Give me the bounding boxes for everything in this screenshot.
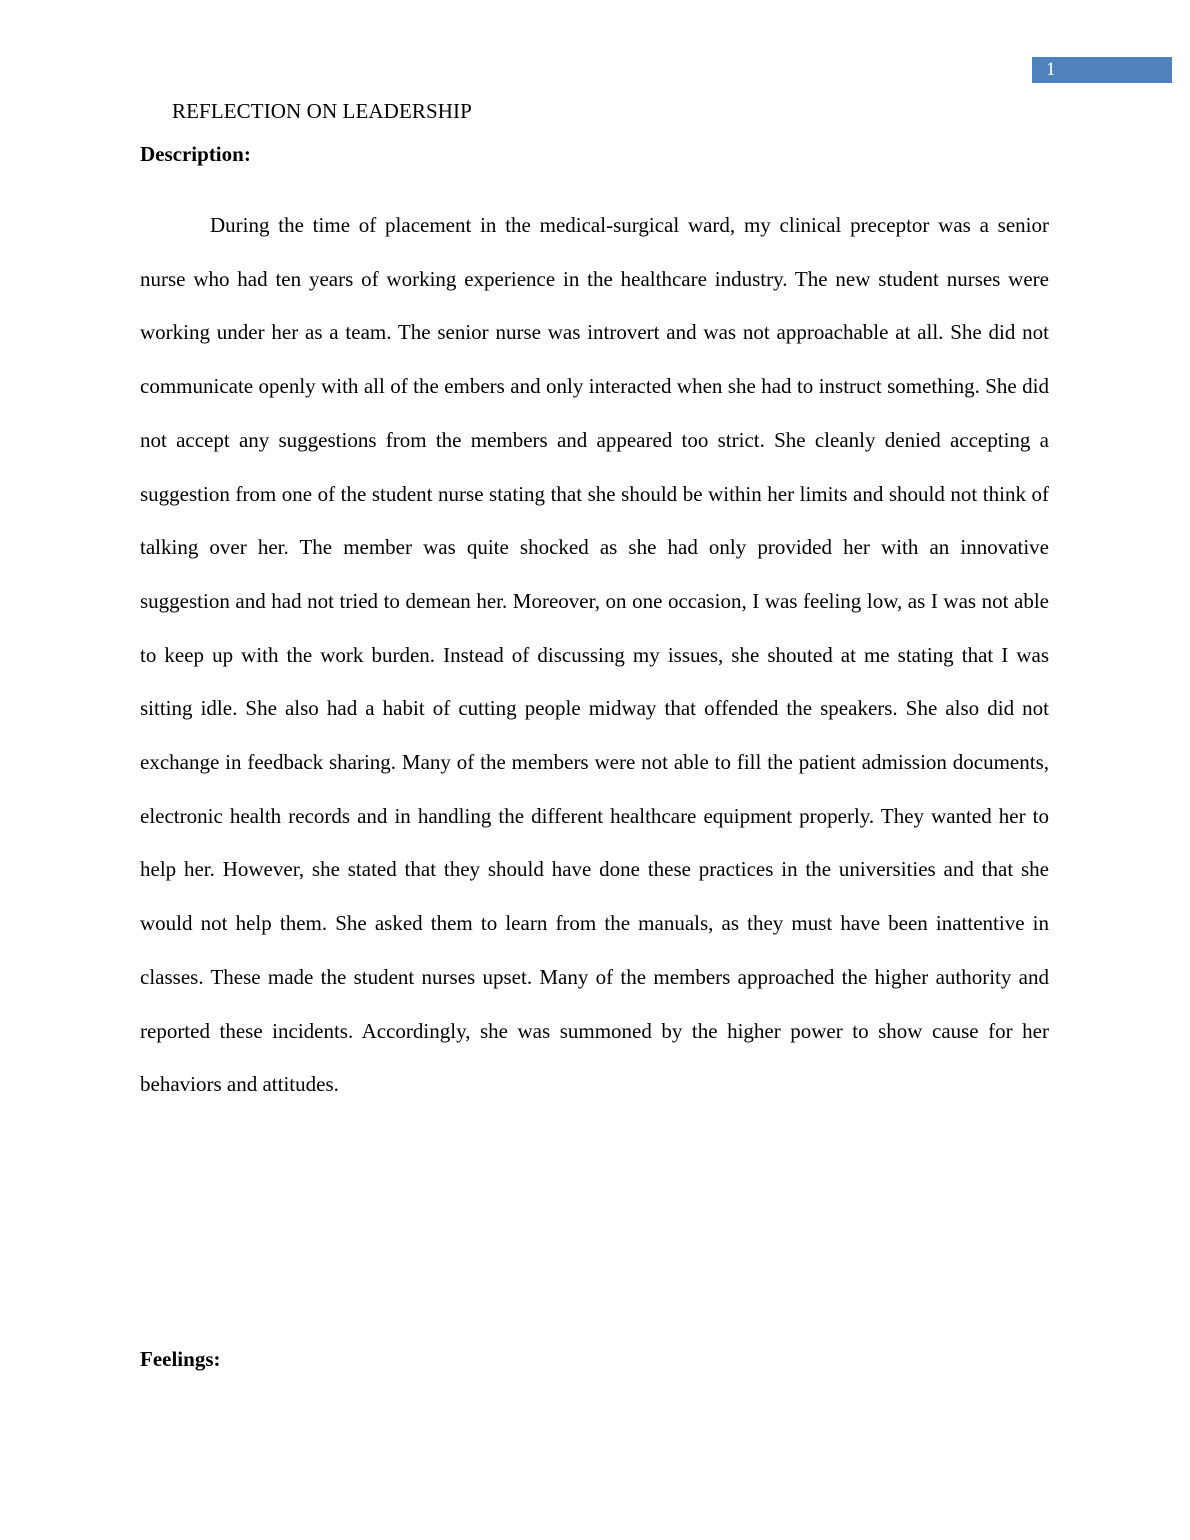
page-number: 1 bbox=[1032, 57, 1172, 83]
description-paragraph: During the time of placement in the medical-surgical ward, my clinical preceptor was a senior nurse who had ten years of working experience in the healthcare industry. The new student nurses were working under her as a team. The senior nurse was introvert and was not approachable at all. She did not communicate openly with all of the embers and only interacted when she had to instruct something. She did not accept any suggestions from the members and appeared too strict. She cleanly denied accepting a suggestion from one of the student nurse stating that she should be within her limits and should not think of talking over her. The member was quite shocked as she had only provided her with an innovative suggestion and had not tried to demean her. Moreover, on one occasion, I was feeling low, as I was not able to keep up with the work burden. Instead of discussing my issues, she shouted at me stating that I was sitting idle. She also had a habit of cutting people midway that offended the speakers. She also did not exchange in feedback sharing. Many of the members were not able to fill the patient admission documents, electronic health records and in handling the different healthcare equipment properly. They wanted her to help her. However, she stated that they should have done these practices in the universities and that she would not help them. She asked them to learn from the manuals, as they must have been inattentive in classes. These made the student nurses upset. Many of the members approached the higher authority and reported these incidents. Accordingly, she was summoned by the higher power to show cause for her behaviors and attitudes. bbox=[140, 213, 1049, 1097]
running-head: REFLECTION ON LEADERSHIP bbox=[172, 99, 472, 123]
section-heading-description: Description: bbox=[140, 142, 251, 166]
section-heading-feelings: Feelings: bbox=[140, 1347, 221, 1371]
